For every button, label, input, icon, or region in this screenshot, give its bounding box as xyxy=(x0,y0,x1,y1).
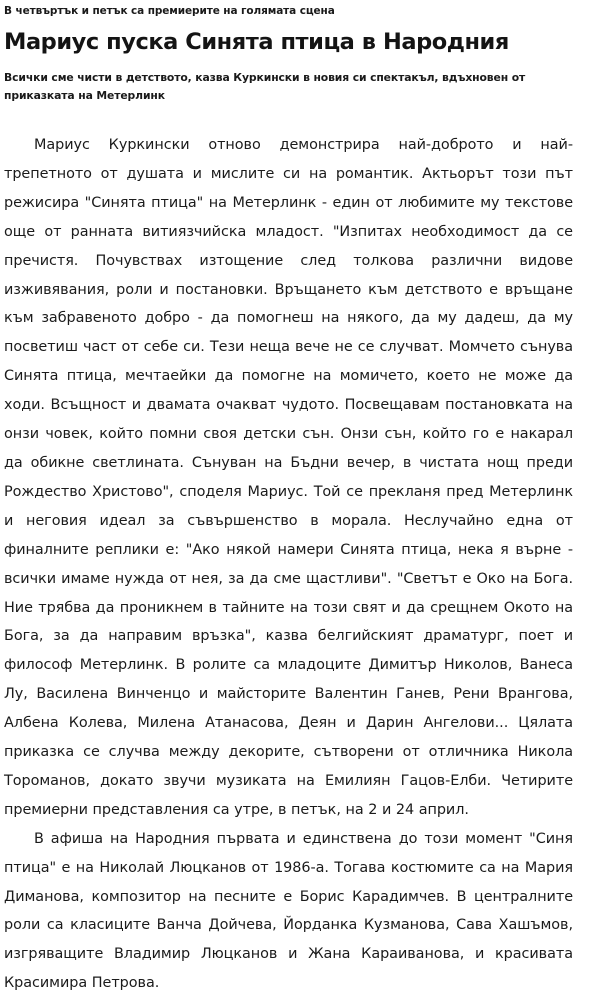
body-paragraph: В афиша на Народния първата и единствена до този момент "Синя птица" е на Николай Люцканов от 1986-а. Тогава костюмите са на Мария Диманова, композитор на песните е Борис Карадимчев. В централните роли са класиците Ванча Дойчева, Йорданка Кузманова, Сава Хашъмов, изгряващите Владимир Люцканов и Жана Караиванова, и красивата Красимира Петрова. xyxy=(4,830,573,992)
article-body xyxy=(4,131,573,998)
body-paragraph: Мариус Куркински отново демонстрира най-доброто и най-трепетното от душата и мислите си на романтик. Актьорът този път режисира "Синята птица" на Метерлинк - един от любимите му текстове още от раннaта витиязчийска младост. "Изпитах необходимост да се пречистя. Почувствах изтощение след толкова различни видове изживявания, роли и постановки. Връщането към детството е връщане към забравеното добро - да помогнеш на някого, да му дадеш, да му посветиш част от себе си. Тези неща вече не се случват. Момчето сънува Синята птица, мечтаейки да помогне на момичето, което не може да ходи. Всъщност и двамата очакват чудото. Посвещавам постановката на онзи човек, който помни своя детски сън. Онзи сън, който го е накарал да обикне светлината. Сънуван на Бъдни вечер, в чистата нощ преди Рождество Христово", споделя Мариус. Той се прекланя пред Метерлинк и неговия идеал за съвършенство в морала. Неслучайно една от финалните реплики е: "Ако някой намери Синята птица, нека я върне - всички имаме нужда от нея, за да сме щастливи". "Светът е Око на Бога. Ние трябва да проникнем в тайните на този свят и да срещнем Окото на Бога, за да направим връзка", казва белгийският драматург, поет и философ Метерлинк. В ролите са младоците Димитър Николов, Ванеса Лу, Василена Винченцо и майсторите Валентин Ганев, Рени Врангова, Албена Колева, Милена Атанасова, Деян и Дарин Ангелови... Цялата приказка се случва между декорите, сътворени от отличника Никола Тороманов, докато звучи музиката на Емилиян Гацов-Елби. Четирите премиерни представления са утре, в петък, на 2 и 24 април. xyxy=(4,137,573,818)
article-headline: Мариус пуска Синята птица в Народния xyxy=(4,29,509,55)
article-kicker: В четвъртък и петък са премиерите на голямата сцена xyxy=(4,5,335,17)
article-subhead: Всички сме чисти в детството, казва Куркински в новия си спектакъл, вдъхновен от приказката на Метерлинк xyxy=(4,71,526,102)
article-header xyxy=(4,4,573,105)
